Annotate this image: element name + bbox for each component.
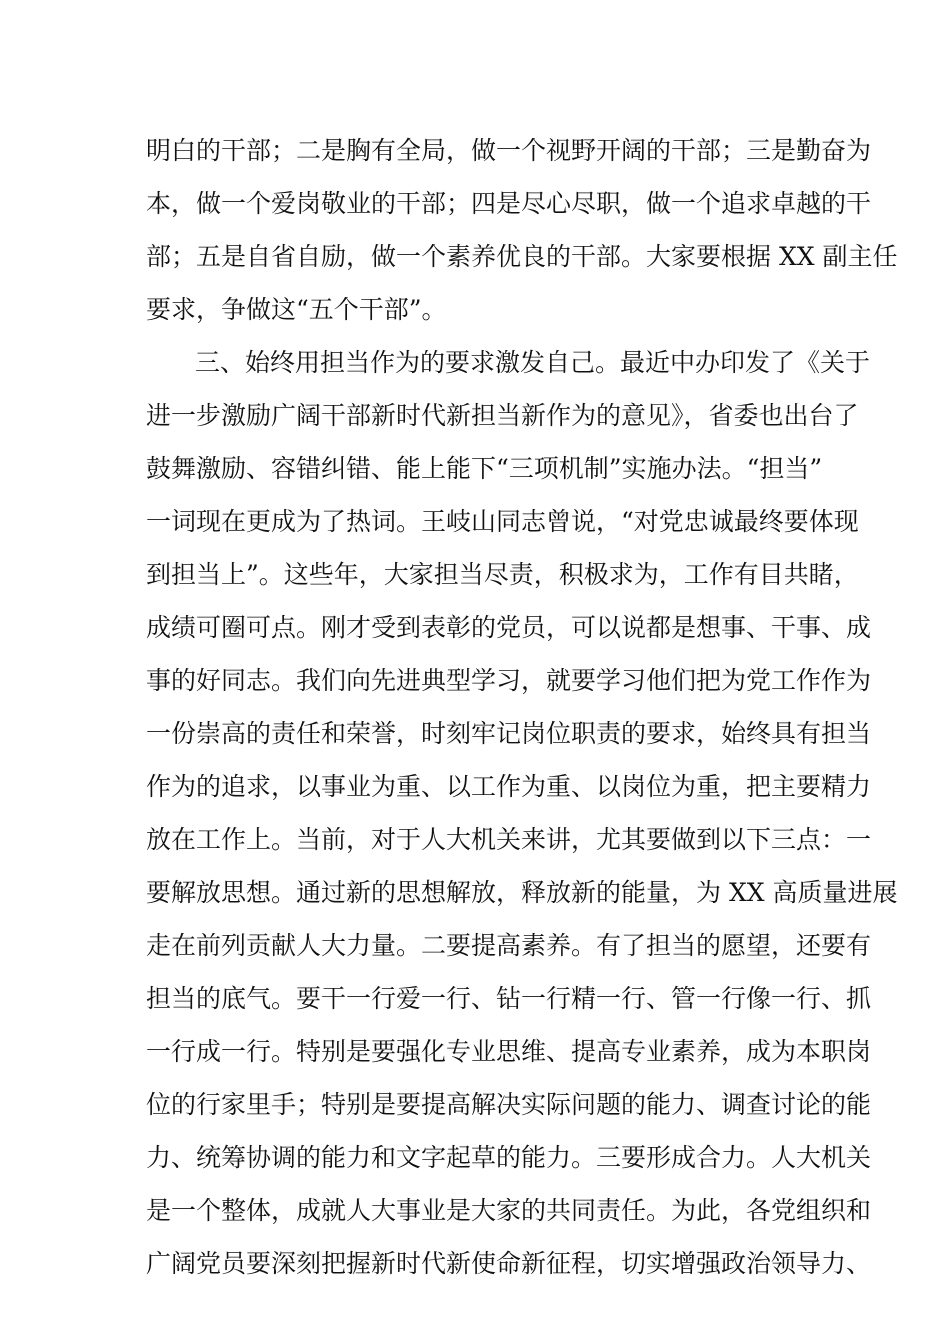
body-text: [146, 131, 898, 1297]
text-line: 要求，争做这“五个干部”。: [146, 295, 447, 324]
text-line: 部；五是自省自励，做一个素养优良的干部。大家要根据 XX 副主任: [146, 242, 898, 271]
text-line: 一行成一行。特别是要强化专业思维、提高专业素养，成为本职岗: [146, 1037, 872, 1066]
text-line: 明白的干部；二是胸有全局，做一个视野开阔的干部；三是勤奋为: [146, 136, 872, 165]
text-line: 到担当上”。这些年，大家担当尽责，积极求为，工作有目共睹，: [146, 560, 859, 589]
text-line: 事的好同志。我们向先进典型学习，就要学习他们把为党工作作为: [146, 666, 872, 695]
section-three-heading-line: 三、始终用担当作为的要求激发自己。最近中办印发了《关于: [195, 348, 871, 377]
text-line: 位的行家里手；特别是要提高解决实际问题的能力、调查讨论的能: [146, 1090, 872, 1119]
text-line: 成绩可圈可点。刚才受到表彰的党员，可以说都是想事、干事、成: [146, 613, 872, 642]
text-line: 鼓舞激励、容错纠错、能上能下“三项机制”实施办法。“担当”: [146, 454, 823, 483]
text-line: 广阔党员要深刻把握新时代新使命新征程，切实增强政治领导力、: [146, 1249, 872, 1278]
text-line: 放在工作上。当前，对于人大机关来讲，尤其要做到以下三点：一: [146, 825, 872, 854]
text-line: 是一个整体，成就人大事业是大家的共同责任。为此，各党组织和: [146, 1196, 872, 1225]
text-line: 作为的追求，以事业为重、以工作为重、以岗位为重，把主要精力: [146, 772, 872, 801]
text-line: 力、统筹协调的能力和文字起草的能力。三要形成合力。人大机关: [146, 1143, 872, 1172]
text-line: 走在前列贡献人大力量。二要提高素养。有了担当的愿望，还要有: [146, 931, 872, 960]
text-line: 要解放思想。通过新的思想解放，释放新的能量，为 XX 高质量进展: [146, 878, 898, 907]
text-line: 进一步激励广阔干部新时代新担当新作为的意见》，省委也出台了: [146, 401, 859, 430]
text-line: 担当的底气。要干一行爱一行、钻一行精一行、管一行像一行、抓: [146, 984, 872, 1013]
text-line: 本，做一个爱岗敬业的干部；四是尽心尽职，做一个追求卓越的干: [146, 189, 872, 218]
text-line: 一词现在更成为了热词。王岐山同志曾说，“对党忠诚最终要体现: [146, 507, 859, 536]
text-line: 一份崇高的责任和荣誉，时刻牢记岗位职责的要求，始终具有担当: [146, 719, 872, 748]
